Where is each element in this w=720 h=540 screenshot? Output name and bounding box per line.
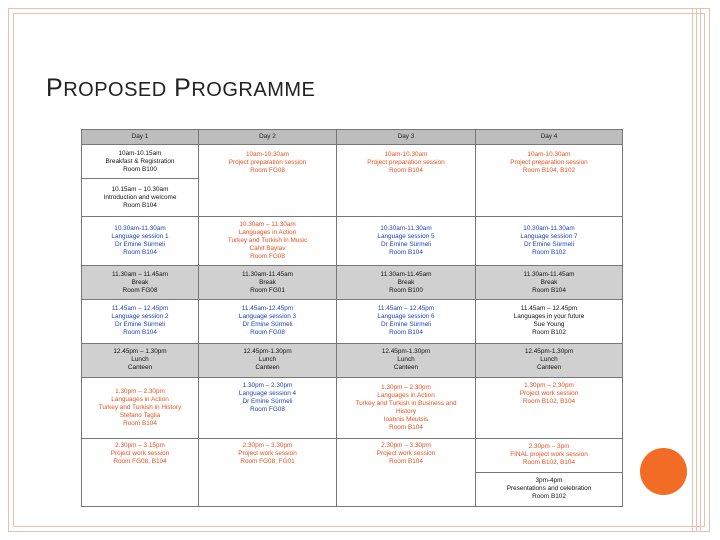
cell-text-line: Room B102 [532,493,566,501]
cell-text-line: Project work session [519,389,579,397]
header-day-4: Day 4 [476,130,623,145]
cell-text-line: Language session 4 [238,389,297,397]
session-cell [82,299,199,343]
cell-text-line: Project work session [376,450,436,458]
session-cell [337,216,476,266]
session-cell [337,299,476,343]
session-cell [476,439,623,472]
table-row [82,299,623,343]
cell-text-line: Room B104 [123,329,157,337]
session-cell [82,216,199,266]
session-cell [199,377,337,439]
cell-text-line: 10am-10.30am [384,151,428,158]
cell-text-line: Canteen [127,364,153,372]
cell-text-line: Languages in Action [238,229,297,237]
cell-text-line: Room FG08 [122,286,158,294]
cell-text-line: Stefano Taglia [119,411,161,419]
cell-text-line: Room B104 [389,458,423,466]
cell-text-line: Introduction and welcome [103,193,177,201]
cell-text-line: Project preparation session [367,159,445,166]
cell-text-line: Project preparation session [228,159,307,166]
cell-text-line: Turkey and Turkish in Business and [355,399,457,407]
cell-text-line: 11.45am – 12.45pm [520,305,578,313]
cell-text-line: Room B102, B104 [522,459,576,467]
cell-text-line: Room FG08 [250,167,285,174]
cell-text-line: Room FG08 [250,253,285,261]
session-cell [199,344,337,377]
table-row [82,145,623,179]
cell-text-line: Break [131,278,149,286]
cell-text-line: Dr Emine Sürmeli [380,241,432,249]
cell-text-line: Dr Emine Sürmeli [380,321,432,329]
cell-text-line: 10am-10.30am [246,151,289,158]
session-cell [199,439,337,507]
cell-text-line: Breakfast & Registration [105,157,175,165]
cell-text-line: 11.45am – 12.45pm [111,305,169,313]
cell-text-line: 11.30am-11.45am [523,270,575,278]
cell-text-line: 10am-10.15am [118,149,162,157]
cell-text-line: Project preparation session [510,159,588,166]
cell-text-line: Room B104 [389,249,423,257]
frame-stripe [700,8,701,532]
cell-text-line: Languages in your future [513,313,585,321]
session-cell [82,377,199,439]
cell-text-line: Room B102 [532,329,566,337]
session-cell [337,266,476,299]
cell-text-line: Project work session [110,450,170,458]
session-cell [476,216,623,266]
cell-text-line: Room B104 [389,167,423,174]
cell-text-line: Room B104, B102 [522,167,576,174]
session-cell [199,299,337,343]
session-cell [82,145,199,179]
cell-text-line: 1.30pm – 2.30pm [524,381,574,389]
cell-text-line: Language session 2 [111,313,169,321]
session-cell [476,377,623,439]
session-cell [82,439,199,507]
session-cell [199,216,337,266]
cell-text-line: Project work session [238,450,297,458]
cell-text-line: Room B100 [123,165,157,173]
cell-text-line: Lunch [397,356,415,364]
table-row [82,216,623,266]
cell-text-line: Language session 6 [377,313,435,321]
cell-text-line: Canteen [393,364,419,372]
cell-text-line: Room FG08 [250,405,285,413]
session-cell [337,439,476,507]
accent-circle [640,448,687,495]
cell-text-line: 10.30am-11.30am [380,225,432,233]
cell-text-line: Break [259,278,276,286]
cell-text-line: Language session 3 [238,313,297,321]
session-cell [476,344,623,377]
cell-text-line: Presentations and celebration [506,485,592,493]
session-cell [337,344,476,377]
cell-text-line: Languages in Action [111,395,169,403]
cell-text-line: Room FG08, B104 [113,458,167,466]
cell-text-line: Dr Emine Sürmeli [114,241,166,249]
cell-text-line: History [396,407,416,415]
cell-text-line: Break [397,278,415,286]
cell-text-line: Ioannis Meutsis [383,415,429,423]
cell-text-line: 12.45pm-1.30pm [243,348,292,356]
table-row [82,439,623,472]
programme-table [81,129,623,507]
cell-text-line: Turkey and Turkish in Music [227,237,308,245]
cell-text-line: 10.30am-11.30am [523,225,575,233]
session-cell [476,145,623,217]
header-day-2: Day 2 [199,130,337,145]
cell-text-line: 2.30pm – 3pm [528,443,570,451]
cell-text-line: 10am-10.30am [527,151,571,158]
table-row [82,377,623,439]
session-cell [337,145,476,217]
slide-title: PROPOSED PROGRAMME [46,74,316,102]
cell-text-line: Dr Emine Sürmeli [242,321,293,329]
cell-text-line: Canteen [536,364,562,372]
cell-text-line: 2.30pm – 3.30pm [242,442,293,450]
cell-text-line: 12.45pm-1.30pm [524,348,574,356]
cell-text-line: Room B102, B104 [522,397,576,405]
session-cell [82,266,199,299]
cell-text-line: Turkey and Turkish in History [98,403,182,411]
cell-text-line: Sue Young [533,321,565,329]
cell-text-line: 11.30am – 11.45am [112,270,168,278]
cell-text-line: Cahit Baylav [249,245,286,253]
cell-text-line: Languages in Action [377,391,435,399]
cell-text-line: Room B104 [389,423,423,431]
cell-text-line: Room FG08, FG01 [240,458,295,466]
session-cell [476,472,623,506]
cell-text-line: Room B102 [532,249,566,257]
cell-text-line: Language session 5 [377,233,435,241]
cell-text-line: 12.45pm – 1.30pm [113,348,167,356]
table-row [82,344,623,377]
cell-text-line: 11.45am – 12.45pm [377,305,435,313]
cell-text-line: Lunch [131,356,149,364]
cell-text-line: Room B100 [389,286,423,294]
cell-text-line: Language session 7 [520,233,578,241]
cell-text-line: Lunch [540,356,558,364]
cell-text-line: Room FG08 [250,329,285,337]
session-cell [337,377,476,439]
cell-text-line: 3pm-4pm [535,477,563,485]
header-day-1: Day 1 [82,130,199,145]
cell-text-line: Dr Emine Sürmeli [242,397,293,405]
cell-text-line: Room B104 [123,201,157,209]
cell-text-line: 11.30am-11.45am [242,270,293,278]
cell-text-line: Room B104 [389,329,423,337]
cell-text-line: 2.30pm – 3.15pm [115,442,165,450]
cell-text-line: FINAL project work session [510,451,588,459]
cell-text-line: 1.30pm – 2.30pm [381,383,431,391]
cell-text-line: Room B104 [123,419,157,427]
cell-text-line: 10.30am-11.30am [114,225,166,233]
cell-text-line: 12.45pm-1.30pm [381,348,431,356]
session-cell [82,344,199,377]
cell-text-line: Room B104 [532,286,566,294]
cell-text-line: Lunch [258,356,277,364]
session-cell [476,299,623,343]
cell-text-line: 10.15am – 10.30am [111,185,169,193]
cell-text-line: 11.30am-11.45am [380,270,432,278]
cell-text-line: 10.30am – 11.30am [239,221,296,229]
table-row [82,266,623,299]
session-cell [199,266,337,299]
cell-text-line: Room FG01 [250,286,285,294]
cell-text-line: Canteen [255,364,280,372]
cell-text-line: Language session 1 [111,233,169,241]
frame-stripe [692,8,693,532]
cell-text-line: 11.45am-12.45pm [241,305,294,313]
header-row [82,130,623,145]
cell-text-line: Dr Emine Sürmeli [523,241,575,249]
header-day-3: Day 3 [337,130,476,145]
session-cell [82,179,199,216]
cell-text-line: 2.30pm – 3.30pm [381,442,431,450]
cell-text-line: Room B104 [123,249,157,257]
session-cell [199,145,337,217]
frame-stripe [696,8,697,532]
cell-text-line: 1.30pm – 2.30pm [242,381,293,389]
cell-text-line: Dr Emine Sürmeli [114,321,166,329]
cell-text-line: 1.30pm – 2.30pm [115,387,165,395]
session-cell [476,266,623,299]
cell-text-line: Break [540,278,558,286]
